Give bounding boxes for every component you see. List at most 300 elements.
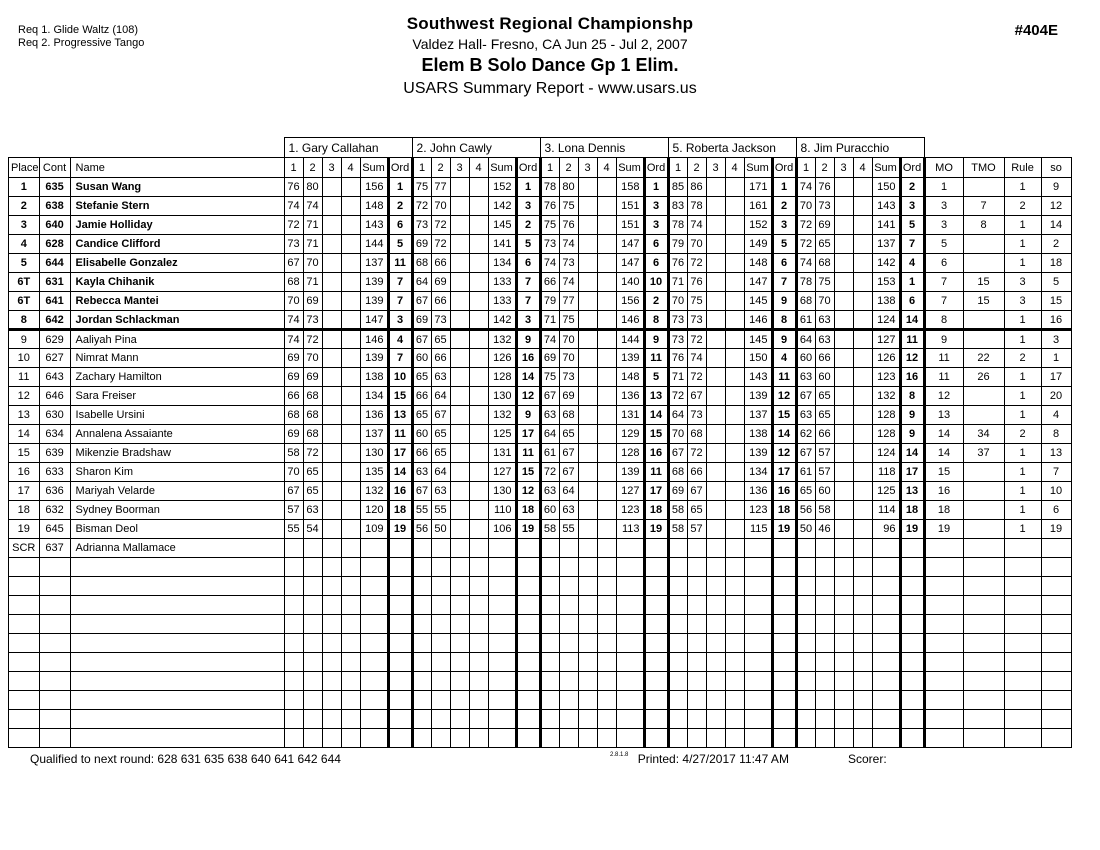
judge4-score-cell: 75 [687,292,706,311]
judge1-score-cell: 67 [284,254,303,273]
cont-cell [39,615,70,634]
judge3-score-cell [540,672,559,691]
skater-name-cell [70,729,284,748]
judge1-sum-cell [360,539,388,558]
judge3-score-cell [578,501,597,520]
place-cell: 8 [9,311,40,330]
judge5-score-cell [834,558,853,577]
judge3-score-cell: 71 [540,311,559,330]
judge3-sum-cell: 147 [616,254,644,273]
judge4-score-cell: 73 [687,406,706,425]
judge4-ord-cell: 1 [772,178,796,197]
judge1-score-cell: 57 [284,501,303,520]
mo-cell: 3 [924,216,963,235]
judge4-ord-cell [772,729,796,748]
cont-cell [39,729,70,748]
judge4-score-cell [706,672,725,691]
tmo-cell [963,520,1004,539]
judge1-score-cell [322,406,341,425]
judge2-sum-cell: 106 [488,520,516,539]
judge5-score-cell: 63 [815,330,834,349]
judge1-score-cell [322,425,341,444]
judge5-score-cell: 78 [796,273,815,292]
judge3-score-cell [597,710,616,729]
judge1-sum-cell: 132 [360,482,388,501]
judge1-score-cell: 70 [284,292,303,311]
judge2-score-cell [412,539,431,558]
judge3-score-cell [578,710,597,729]
judge4-score-cell [706,178,725,197]
judge4-ord-cell [772,539,796,558]
judge1-score-cell [341,197,360,216]
so-cell: 5 [1041,273,1071,292]
judge2-sum-cell [488,653,516,672]
judge3-score-cell [578,653,597,672]
cont-cell: 638 [39,197,70,216]
judge1-ord-cell: 13 [388,406,412,425]
judge3-score-cell: 73 [559,368,578,387]
judge1-score-cell: 54 [303,520,322,539]
judge1-score-cell [322,311,341,330]
judge5-ord-cell: 5 [900,216,924,235]
judge2-ord-cell: 17 [516,425,540,444]
judge4-score-cell [687,653,706,672]
judge5-score-cell [853,463,872,482]
judge1-score-cell [322,292,341,311]
tmo-cell [963,672,1004,691]
judge3-score-cell: 67 [559,463,578,482]
judge1-sum-cell: 136 [360,406,388,425]
judge2-score-cell [450,425,469,444]
table-row [9,273,1072,292]
judge4-score-cell [706,691,725,710]
judge1-score-cell [284,558,303,577]
judge1-score-cell [322,691,341,710]
judge2-ord-cell [516,710,540,729]
judge3-score-cell [597,653,616,672]
judge1-score-cell [322,558,341,577]
judge1-score-cell: 69 [284,368,303,387]
judge5-score-cell: 65 [796,482,815,501]
judge1-score-cell [341,444,360,463]
judge4-score-cell [706,349,725,368]
judge5-sum-cell [872,539,900,558]
judge2-score-cell [469,710,488,729]
rule-cell [1004,577,1041,596]
judge5-score-cell [796,672,815,691]
table-row [9,178,1072,197]
judge5-score-cell [834,197,853,216]
judge1-score-cell [303,596,322,615]
judge3-ord-cell: 11 [644,349,668,368]
judge3-score-cell [597,672,616,691]
rule-cell [1004,634,1041,653]
judge3-score-cell: 58 [540,520,559,539]
judge1-score-cell [284,710,303,729]
judge1-score-cell: 66 [284,387,303,406]
table-row [9,501,1072,520]
judge4-score-cell [706,710,725,729]
table-row [9,216,1072,235]
judge2-score-cell [469,197,488,216]
judge5-sum-cell: 124 [872,311,900,330]
judge4-score-cell: 64 [668,406,687,425]
rule-cell: 1 [1004,216,1041,235]
judge4-score-cell: 78 [668,216,687,235]
judge-name-1: 1. Gary Callahan [284,138,412,158]
skater-name-cell: Jordan Schlackman [70,311,284,330]
judge4-score-cell [725,178,744,197]
judge3-score-cell: 63 [540,482,559,501]
qualified-numbers: 628 631 635 638 640 641 642 644 [157,752,341,766]
table-row [9,387,1072,406]
judge3-sum-cell: 146 [616,311,644,330]
judge5-score-cell [834,330,853,349]
mo-cell: 3 [924,197,963,216]
judge4-sum-cell: 152 [744,216,772,235]
judge2-score-cell: 60 [412,349,431,368]
judge2-score-cell [469,406,488,425]
judge2-score-cell: 72 [412,197,431,216]
judge2-score-cell [469,178,488,197]
judge2-sum-cell: 131 [488,444,516,463]
rule-cell: 2 [1004,425,1041,444]
judge4-score-cell [687,672,706,691]
judge3-ord-cell [644,577,668,596]
place-cell: 19 [9,520,40,539]
rule-cell: 3 [1004,273,1041,292]
judge4-sum-cell: 115 [744,520,772,539]
judge2-score-cell [469,539,488,558]
judge4-score-cell [668,653,687,672]
judge4-sum-cell: 148 [744,254,772,273]
skater-name-cell [70,710,284,729]
judge1-score-col-header-4: 4 [341,158,360,178]
judge1-score-cell [341,615,360,634]
judge3-sum-cell: 113 [616,520,644,539]
judge3-sum-cell: 144 [616,330,644,349]
mo-cell: 12 [924,387,963,406]
tmo-cell [963,596,1004,615]
so-cell: 6 [1041,501,1071,520]
judge1-sum-cell [360,691,388,710]
judge2-ord-cell: 19 [516,520,540,539]
judge2-score-cell [450,197,469,216]
judge3-score-cell: 76 [559,216,578,235]
so-cell [1041,596,1071,615]
judge1-score-cell [341,235,360,254]
judge5-score-cell [853,501,872,520]
table-row [9,330,1072,349]
judge2-score-cell: 65 [431,425,450,444]
judge4-score-cell [725,482,744,501]
judge4-sum-cell: 138 [744,425,772,444]
tmo-cell [963,482,1004,501]
tmo-cell [963,178,1004,197]
judge4-score-cell: 67 [687,482,706,501]
judge1-ord-cell [388,615,412,634]
skater-name-cell [70,558,284,577]
judge3-score-cell [597,463,616,482]
mo-cell: 1 [924,178,963,197]
judge2-score-cell [450,615,469,634]
judge3-ord-cell [644,672,668,691]
tmo-cell: 15 [963,273,1004,292]
skater-name-cell: Jamie Holliday [70,216,284,235]
judge3-score-cell: 77 [559,292,578,311]
judge3-score-cell [578,691,597,710]
judge1-ord-cell: 5 [388,235,412,254]
judge2-ord-cell: 2 [516,216,540,235]
judge5-score-cell [834,235,853,254]
judge1-sum-cell [360,634,388,653]
judge3-score-cell [540,653,559,672]
judge2-sum-cell: 125 [488,425,516,444]
judge3-score-cell [597,729,616,748]
judge3-score-cell: 74 [540,330,559,349]
judge4-score-cell: 58 [668,520,687,539]
judge3-score-cell [559,710,578,729]
judge2-score-cell: 65 [431,330,450,349]
table-row [9,482,1072,501]
judge1-sum-cell [360,596,388,615]
judge1-score-cell [322,463,341,482]
judge3-score-cell [578,349,597,368]
judge3-ord-cell: 9 [644,330,668,349]
mo-cell: 5 [924,235,963,254]
judge3-score-cell [559,539,578,558]
judge5-score-cell [834,273,853,292]
printed-line [610,752,789,766]
judge1-score-cell: 72 [284,216,303,235]
judge5-sum-cell: 125 [872,482,900,501]
judge2-ord-cell: 12 [516,482,540,501]
so-cell: 12 [1041,197,1071,216]
tmo-cell [963,615,1004,634]
judge1-score-cell [322,710,341,729]
so-cell [1041,710,1071,729]
judge2-score-cell [450,653,469,672]
judge3-score-cell [597,292,616,311]
judge3-sum-cell [616,691,644,710]
judge5-score-cell: 75 [815,273,834,292]
judge5-ord-cell: 18 [900,501,924,520]
judge1-score-cell [322,577,341,596]
judge1-score-cell: 70 [303,254,322,273]
judge5-score-cell [853,254,872,273]
judge1-score-cell [341,463,360,482]
judge1-score-cell [303,558,322,577]
judge5-sum-cell: 114 [872,501,900,520]
judge4-score-cell [706,729,725,748]
judge4-score-cell [687,577,706,596]
judge3-sum-cell: 151 [616,216,644,235]
judge3-score-col-header-3: 3 [578,158,597,178]
skater-name-cell: Mariyah Velarde [70,482,284,501]
judge5-score-cell: 66 [815,349,834,368]
judge3-score-cell [597,349,616,368]
mo-cell [924,596,963,615]
judge4-score-cell [725,444,744,463]
cont-header: Cont [39,158,70,178]
judge5-score-cell [834,463,853,482]
judge5-score-cell: 58 [815,501,834,520]
judge5-sum-cell [872,653,900,672]
event-title: Elem B Solo Dance Gp 1 Elim. [421,55,679,75]
table-row [9,463,1072,482]
judge4-score-cell [725,672,744,691]
judge4-ord-cell: 9 [772,292,796,311]
judge3-sum-cell: 151 [616,197,644,216]
judge4-score-cell [725,577,744,596]
judge1-score-cell [284,691,303,710]
judge5-score-cell [796,634,815,653]
judge1-ord-cell [388,691,412,710]
judge2-sum-cell [488,615,516,634]
judge4-ord-cell: 14 [772,425,796,444]
judge2-score-cell: 67 [431,406,450,425]
rule-cell [1004,558,1041,577]
judge5-score-cell: 74 [796,178,815,197]
tmo-cell [963,463,1004,482]
judge1-ord-cell: 16 [388,482,412,501]
judge2-score-cell: 66 [431,254,450,273]
judge3-score-cell [540,729,559,748]
mo-cell: 8 [924,311,963,330]
judge5-score-cell [815,691,834,710]
judge4-sum-cell: 139 [744,444,772,463]
judge5-score-col-header-4: 4 [853,158,872,178]
judge4-score-cell: 70 [668,292,687,311]
judge4-score-col-header-4: 4 [725,158,744,178]
judge2-score-cell [450,406,469,425]
judge4-score-cell [668,615,687,634]
judge5-ord-cell [900,615,924,634]
judge1-score-cell [341,330,360,349]
judge3-score-cell [578,197,597,216]
judge5-score-cell [815,634,834,653]
judge1-score-cell: 68 [303,406,322,425]
judge1-score-cell [284,539,303,558]
judge4-sum-cell [744,615,772,634]
judge2-score-cell: 66 [431,292,450,311]
judge3-sum-cell [616,653,644,672]
judge4-score-cell: 74 [687,216,706,235]
judge2-score-cell [412,634,431,653]
judge1-score-cell [341,577,360,596]
skater-name-cell: Bisman Deol [70,520,284,539]
judge3-score-cell [559,634,578,653]
judge3-score-col-header-2: 2 [559,158,578,178]
judge4-score-cell [725,653,744,672]
judge4-score-cell [706,520,725,539]
judge4-ord-cell [772,615,796,634]
judge5-score-cell: 72 [796,216,815,235]
judge3-score-cell [597,311,616,330]
judge2-score-cell [469,520,488,539]
judge1-score-cell: 71 [303,216,322,235]
judge1-score-cell [322,330,341,349]
judge3-ord-cell: 2 [644,292,668,311]
judge1-ord-cell: 19 [388,520,412,539]
judge1-score-cell [322,178,341,197]
judge4-score-cell: 83 [668,197,687,216]
judge4-ord-cell [772,672,796,691]
judge4-score-cell: 73 [668,330,687,349]
rule-cell [1004,672,1041,691]
judge5-score-cell [853,311,872,330]
judge5-sum-cell [872,577,900,596]
mo-cell: 18 [924,501,963,520]
cont-cell: 642 [39,311,70,330]
judge4-score-cell: 67 [687,387,706,406]
judge2-score-cell [450,387,469,406]
judge4-score-cell [725,558,744,577]
tmo-cell: 34 [963,425,1004,444]
qualified-line [30,752,341,766]
judge2-sum-cell: 128 [488,368,516,387]
judge4-sum-cell: 147 [744,273,772,292]
judge2-score-cell [431,577,450,596]
place-cell: 4 [9,235,40,254]
judge5-score-cell [834,482,853,501]
skater-name-cell [70,596,284,615]
place-cell: 11 [9,368,40,387]
judge4-score-cell [725,596,744,615]
skater-name-cell: Kayla Chihanik [70,273,284,292]
judge3-score-cell [578,425,597,444]
judge5-ord-cell: 6 [900,292,924,311]
judge1-score-cell [341,273,360,292]
judge1-score-cell: 70 [284,463,303,482]
judge5-score-cell: 70 [796,197,815,216]
championship-title: Southwest Regional Championshp [406,14,694,33]
so-cell: 8 [1041,425,1071,444]
judge2-score-cell [431,729,450,748]
judge2-score-cell: 68 [412,254,431,273]
judge2-ord-cell [516,634,540,653]
judge5-score-cell [834,349,853,368]
judge2-score-cell: 67 [412,292,431,311]
judge5-score-cell: 57 [815,444,834,463]
judge5-score-cell: 73 [815,197,834,216]
judge5-sum-cell: 153 [872,273,900,292]
judge1-score-cell [284,729,303,748]
judge1-score-cell: 69 [284,349,303,368]
judge3-score-cell: 55 [559,520,578,539]
judge4-ord-header: Ord [772,158,796,178]
cont-cell [39,653,70,672]
judge1-score-cell [322,349,341,368]
judge4-score-col-header-3: 3 [706,158,725,178]
judge1-ord-cell: 15 [388,387,412,406]
judge3-score-cell [578,292,597,311]
cont-cell: 629 [39,330,70,349]
judge4-score-cell [687,615,706,634]
cont-cell: 641 [39,292,70,311]
judge5-sum-cell: 138 [872,292,900,311]
judge4-ord-cell: 19 [772,520,796,539]
judge1-ord-cell [388,653,412,672]
judge1-score-cell: 68 [284,406,303,425]
judge2-score-cell: 50 [431,520,450,539]
mo-cell: 15 [924,463,963,482]
so-cell [1041,558,1071,577]
judge2-ord-cell [516,558,540,577]
judge5-score-cell [834,444,853,463]
judge5-score-cell: 66 [815,425,834,444]
judge5-score-cell [834,653,853,672]
